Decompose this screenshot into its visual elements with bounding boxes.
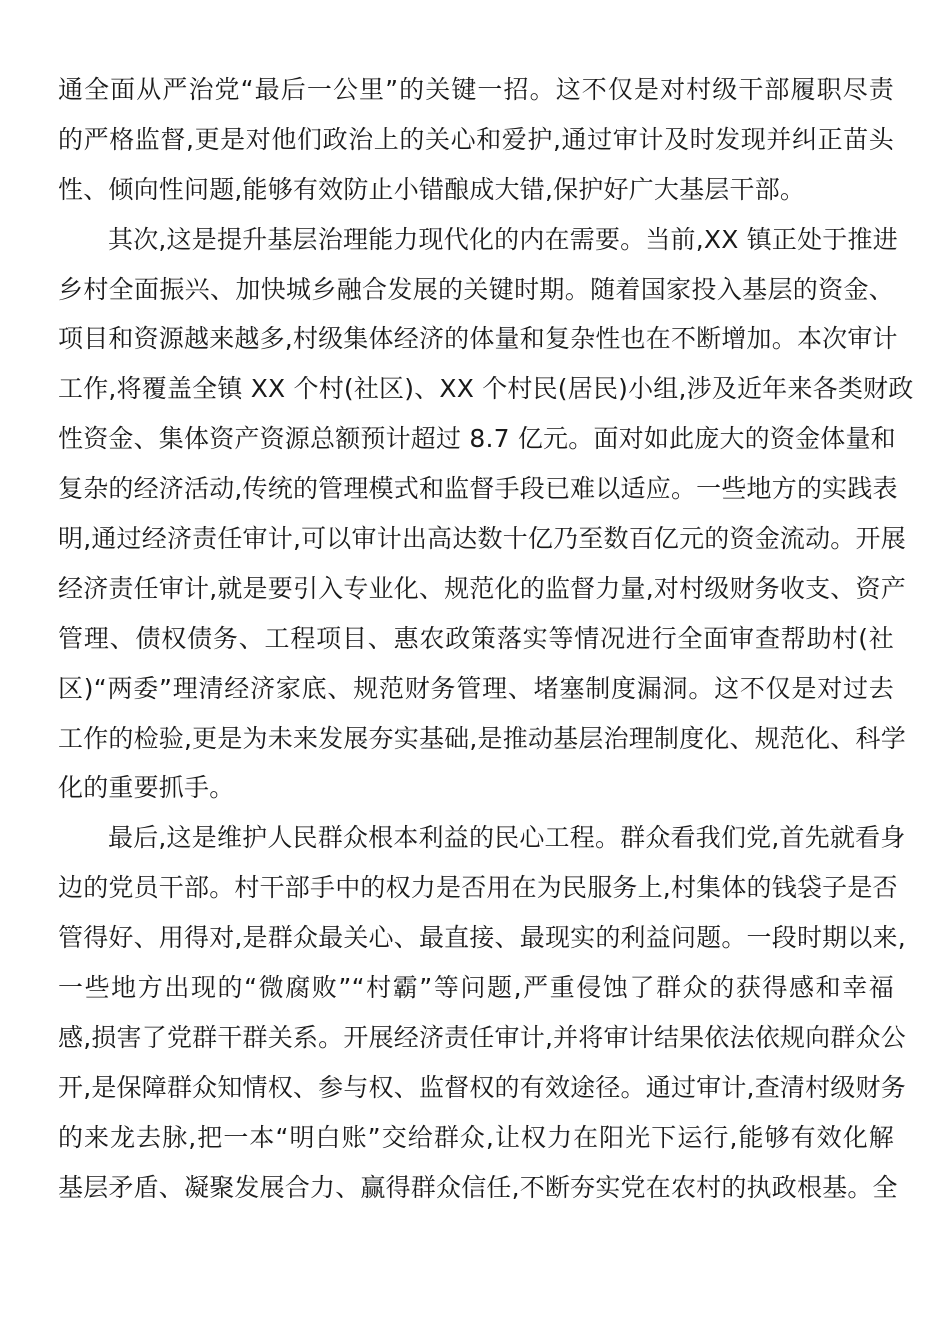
text-line: 管得好、用得对,是群众最关心、最直接、最现实的利益问题。一段时期以来, (58, 923, 906, 953)
text-line: 感,损害了党群干群关系。开展经济责任审计,并将审计结果依法依规向群众公 (58, 1022, 906, 1052)
text-line: 最后,这是维护人民群众根本利益的民心工程。群众看我们党,首先就看身 (108, 823, 906, 853)
text-line: 工作,将覆盖全镇 XX 个村(社区)、XX 个村民(居民)小组,涉及近年来各类财政 (58, 374, 914, 404)
text-line: 经济责任审计,就是要引入专业化、规范化的监督力量,对村级财务收支、资产 (58, 573, 906, 603)
text-line: 乡村全面振兴、加快城乡融合发展的关键时期。随着国家投入基层的资金、 (58, 274, 894, 304)
text-line: 化的重要抓手。 (58, 773, 235, 803)
paragraph-1 (58, 68, 894, 218)
text-line: 工作的检验,更是为未来发展夯实基础,是推动基层治理制度化、规范化、科学 (58, 723, 906, 753)
text-line: 边的党员干部。村干部手中的权力是否用在为民服务上,村集体的钱袋子是否 (58, 873, 898, 903)
text-line: 的严格监督,更是对他们政治上的关心和爱护,通过审计及时发现并纠正苗头 (58, 124, 894, 154)
text-line: 一些地方出现的“微腐败”“村霸”等问题,严重侵蚀了群众的获得感和幸福 (58, 973, 894, 1003)
text-line: 项目和资源越来越多,村级集体经济的体量和复杂性也在不断增加。本次审计 (58, 324, 898, 354)
text-line: 通全面从严治党“最后一公里”的关键一招。这不仅是对村级干部履职尽责 (58, 75, 894, 104)
text-line: 基层矛盾、凝聚发展合力、赢得群众信任,不断夯实党在农村的执政根基。全 (58, 1172, 898, 1202)
text-line: 管理、债权债务、工程项目、惠农政策落实等情况进行全面审查帮助村(社 (58, 623, 894, 653)
text-line: 的来龙去脉,把一本“明白账”交给群众,让权力在阳光下运行,能够有效化解 (58, 1122, 894, 1152)
paragraph-3 (58, 816, 906, 1215)
text-line: 其次,这是提升基层治理能力现代化的内在需要。当前,XX 镇正处于推进 (108, 224, 898, 254)
document-body (58, 68, 914, 1215)
text-line: 性资金、集体资产资源总额预计超过 8.7 亿元。面对如此庞大的资金体量和 (58, 424, 896, 454)
text-line: 明,通过经济责任审计,可以审计出高达数十亿乃至数百亿元的资金流动。开展 (58, 524, 906, 554)
text-line: 复杂的经济活动,传统的管理模式和监督手段已难以适应。一些地方的实践表 (58, 474, 898, 504)
paragraph-2 (58, 218, 914, 817)
text-line: 开,是保障群众知情权、参与权、监督权的有效途径。通过审计,查清村级财务 (58, 1072, 906, 1102)
text-line: 区)“两委”理清经济家底、规范财务管理、堵塞制度漏洞。这不仅是对过去 (58, 673, 894, 703)
text-line: 性、倾向性问题,能够有效防止小错酿成大错,保护好广大基层干部。 (58, 174, 806, 204)
